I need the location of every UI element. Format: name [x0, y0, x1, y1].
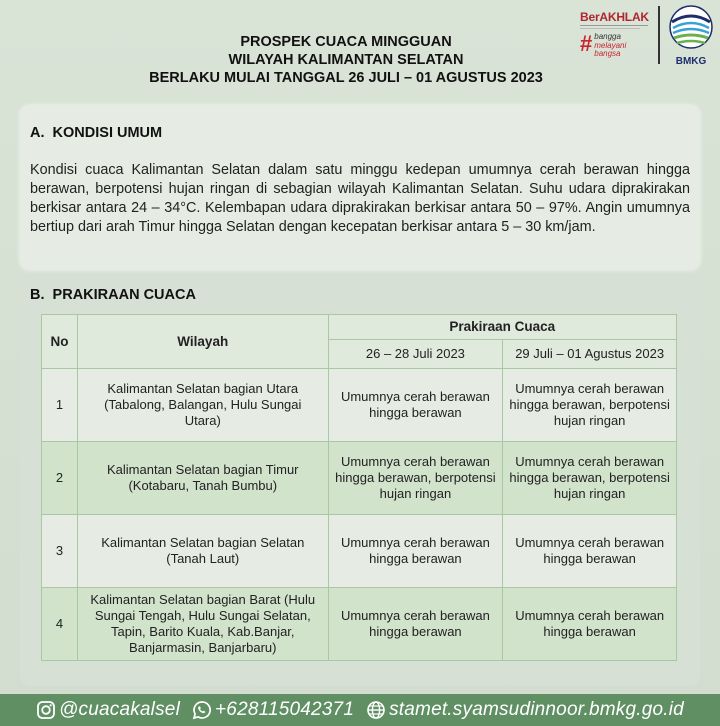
section-b-heading: B. PRAKIRAAN CUACA [30, 287, 196, 303]
whatsapp-icon [192, 700, 212, 720]
row-period-1: Umumnya cerah berawan hingga berawan [328, 588, 503, 661]
website-url[interactable]: stamet.syamsudinnoor.bmkg.go.id [389, 699, 684, 720]
bmkg-logo [668, 4, 714, 66]
row-period-1: Umumnya cerah berawan hingga berawan, berpotensi hujan ringan [328, 442, 503, 515]
berakhlak-title: BerAKHLAK [580, 10, 649, 24]
title-line-3: BERLAKU MULAI TANGGAL 26 JULI – 01 AGUSTUS 2023 [149, 70, 543, 86]
berakhlak-logo [580, 10, 658, 59]
table-row [42, 442, 677, 515]
bmkg-emblem-icon [668, 4, 714, 50]
kondisi-umum-paragraph: Kondisi cuaca Kalimantan Selatan dalam satu minggu kedepan umumnya cerah berawan hingga berawan, berpotensi hujan ringan di sebagian wilayah Kalimantan Selatan. Suhu udara diprakirakan berkisar antara 24 – 34°C. Kelembapan udara diprakirakan berkisar antara 50 – 97%. Angin umumnya bertiup dari arah Timur hingga Selatan dengan kecepatan berkisar antara 5 – 30 km/jam. [30, 162, 690, 235]
header-no: No [42, 315, 78, 369]
row-period-2: Umumnya cerah berawan hingga berawan [503, 515, 677, 588]
table-row [42, 515, 677, 588]
header-prakiraan: Prakiraan Cuaca [328, 315, 676, 340]
bmkg-text: BMKG [675, 56, 707, 67]
row-no: 2 [42, 442, 78, 515]
page-title [40, 33, 652, 87]
row-period-1: Umumnya cerah berawan hingga berawan [328, 369, 503, 442]
logo-divider [658, 6, 660, 64]
row-no: 1 [42, 369, 78, 442]
header-wilayah: Wilayah [77, 315, 328, 369]
berakhlak-word-3: bangsa [594, 49, 621, 58]
header-period-2: 29 Juli – 01 Agustus 2023 [503, 340, 677, 369]
footer-instagram[interactable] [36, 699, 180, 721]
tagline-lines-decor [580, 24, 650, 30]
row-wilayah: Kalimantan Selatan bagian Selatan (Tanah Laut) [77, 515, 328, 588]
row-no: 3 [42, 515, 78, 588]
table-row [42, 588, 677, 661]
row-wilayah: Kalimantan Selatan bagian Timur (Kotabaru, Tanah Bumbu) [77, 442, 328, 515]
row-period-1: Umumnya cerah berawan hingga berawan [328, 515, 503, 588]
row-wilayah: Kalimantan Selatan bagian Barat (Hulu Sungai Tengah, Hulu Sungai Selatan, Tapin, Barito Kuala, Kab.Banjar, Banjarmasin, Banjarbaru) [77, 588, 328, 661]
berakhlak-word-2: melayani [594, 40, 627, 50]
row-no: 4 [42, 588, 78, 661]
section-kondisi-umum [20, 105, 700, 270]
whatsapp-number[interactable]: +628115042371 [215, 699, 355, 720]
footer-bar [0, 694, 720, 726]
row-period-2: Umumnya cerah berawan hingga berawan, berpotensi hujan ringan [503, 442, 677, 515]
instagram-handle[interactable]: @cuacakalsel [59, 699, 180, 720]
table-row [42, 369, 677, 442]
footer-whatsapp[interactable] [192, 699, 354, 721]
row-period-2: Umumnya cerah berawan hingga berawan, berpotensi hujan ringan [503, 369, 677, 442]
berakhlak-word-1: bangga [594, 32, 621, 41]
title-line-2: WILAYAH KALIMANTAN SELATAN [228, 52, 464, 68]
title-line-1: PROSPEK CUACA MINGGUAN [240, 34, 452, 50]
hash-icon: # [580, 31, 593, 56]
footer-website[interactable] [366, 699, 684, 721]
forecast-table [41, 314, 677, 661]
instagram-icon [36, 700, 56, 720]
globe-icon [366, 700, 386, 720]
logo-area [574, 4, 718, 68]
header-period-1: 26 – 28 Juli 2023 [328, 340, 503, 369]
row-period-2: Umumnya cerah berawan hingga berawan [503, 588, 677, 661]
section-a-heading: A. KONDISI UMUM [30, 125, 163, 141]
row-wilayah: Kalimantan Selatan bagian Utara (Tabalong, Balangan, Hulu Sungai Utara) [77, 369, 328, 442]
